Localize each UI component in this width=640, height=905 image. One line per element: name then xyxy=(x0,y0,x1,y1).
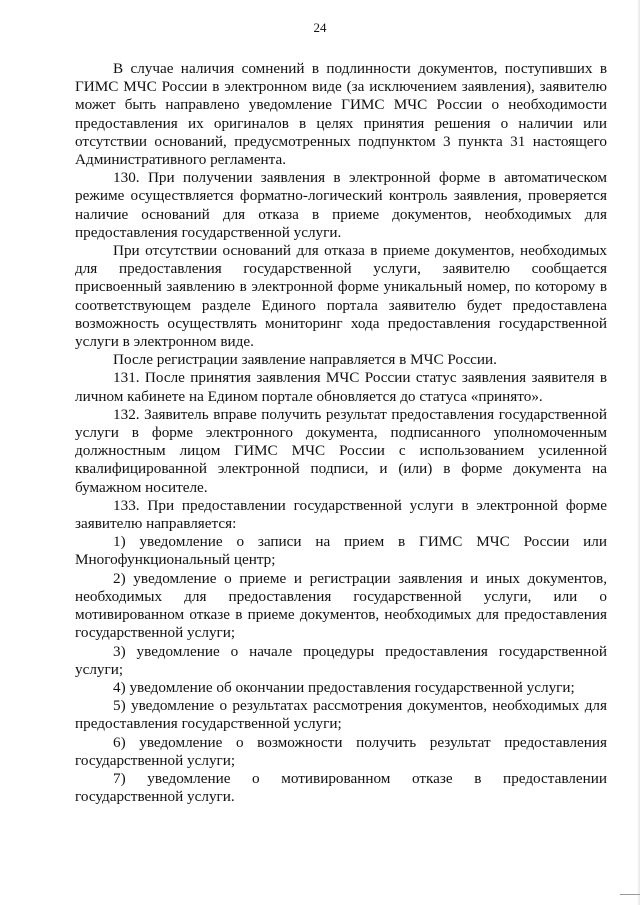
list-item-5: 5) уведомление о результатах рассмотрения документов, необходимых для предоставления государственной услуги; xyxy=(75,697,607,733)
paragraph-133: 133. При предоставлении государственной услуги в электронной форме заявителю направляется: xyxy=(75,496,607,533)
paragraph-no-refusal-grounds: При отсутствии оснований для отказа в приеме документов, необходимых для предоставления государственной услуги, заявителю сообщается присвоенный заявлению в электронной форме уникальный номер, по которому в соответствующем разделе Единого портала заявителю будет предоставлена возможность осуществлять мониторинг хода предоставления государственной услуги в электронном виде. xyxy=(75,242,607,351)
scan-corner-mark xyxy=(620,894,640,905)
list-item-6: 6) уведомление о возможности получить результат предоставления государственной услуги; xyxy=(75,733,607,769)
list-item-7: 7) уведомление о мотивированном отказе в предоставлении государственной услуги. xyxy=(75,769,607,806)
list-item-2: 2) уведомление о приеме и регистрации заявления и иных документов, необходимых для предоставления государственной услуги, или о мотивированном отказе в приеме документов, необходимых для предоставления государственной услуги; xyxy=(75,569,607,642)
list-item-4: 4) уведомление об окончании предоставления государственной услуги; xyxy=(113,678,575,696)
paragraph-131: 131. После принятия заявления МЧС России статус заявления заявителя в личном кабинете на Едином портале обновляется до статуса «принято». xyxy=(75,369,607,405)
paragraph-doubt-authenticity: В случае наличия сомнений в подлинности документов, поступивших в ГИМС МЧС России в электронном виде (за исключением заявления), заявителю может быть направлено уведомление ГИМС МЧС России о необходимости предоставления их оригиналов в целях принятия решения о наличии или отсутствии оснований, предусмотренных подпунктом 3 пункта 31 настоящего Административного регламента. xyxy=(75,60,607,169)
list-item-1: 1) уведомление о записи на прием в ГИМС МЧС России или Многофункциональный центр; xyxy=(75,533,607,569)
paragraph-after-registration: После регистрации заявление направляется в МЧС России. xyxy=(113,351,497,369)
list-item-3: 3) уведомление о начале процедуры предоставления государственной услуги; xyxy=(75,642,607,678)
document-body xyxy=(75,60,607,806)
paragraph-132: 132. Заявитель вправе получить результат предоставления государственной услуги в форме электронного документа, подписанного уполномоченным должностным лицом ГИМС МЧС России с использованием усиленной квалифицированной электронной подписи, и (или) в форме документа на бумажном носителе. xyxy=(75,405,607,496)
paragraph-130: 130. При получении заявления в электронной форме в автоматическом режиме осуществляется форматно-логический контроль заявления, проверяется наличие оснований для отказа в приеме документов, необходимых для предоставления государственной услуги. xyxy=(75,169,607,241)
page-number: 24 xyxy=(313,20,327,35)
